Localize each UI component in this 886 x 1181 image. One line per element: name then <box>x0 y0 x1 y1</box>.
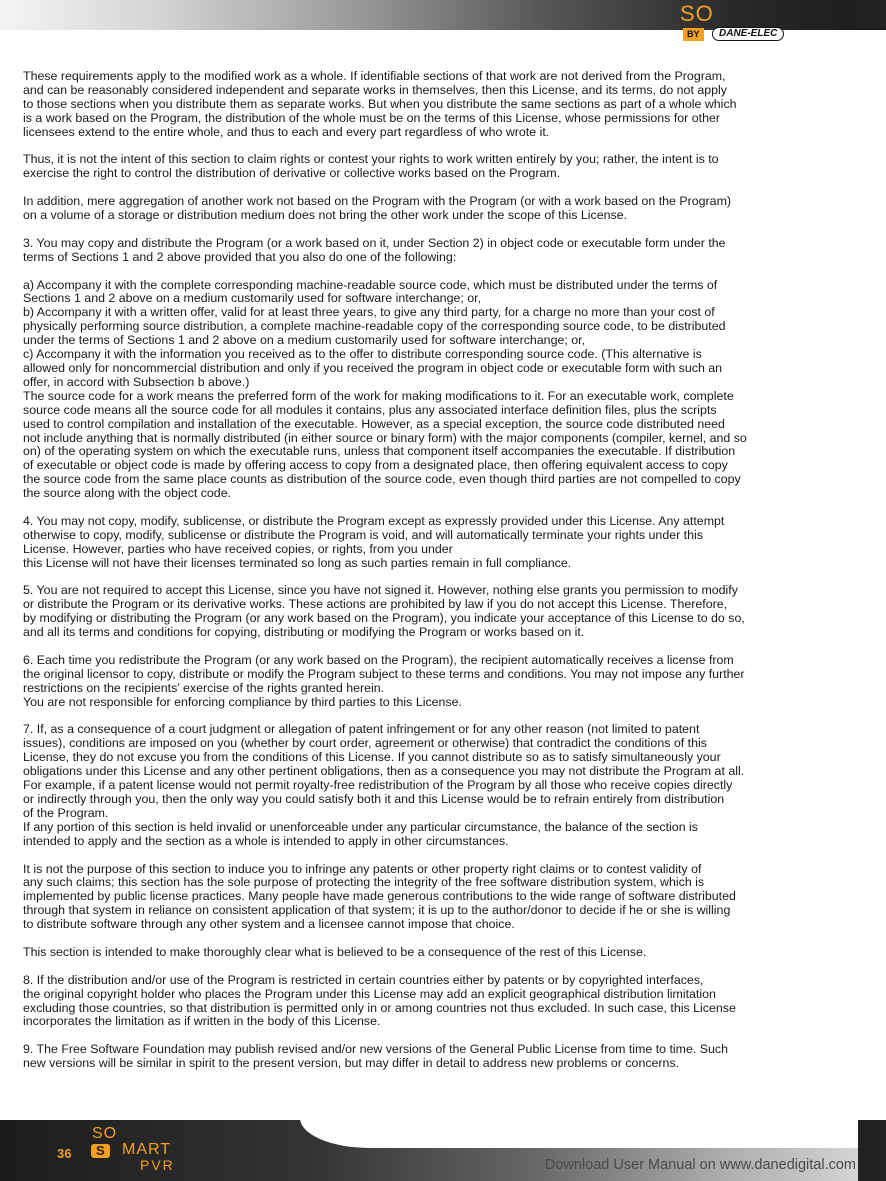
paragraph: 8. If the distribution and/or use of the Program is restricted in certain countries either by patents or by copyrighted interfaces, the original copyright holder who places the Program under this License may add an explicit geographical distribution limitation excluding those countries, so that distribution is permitted only in or among countries not thus excluded. In such case, this License incorporates the limitation as if written in the body of this License. <box>23 972 736 1029</box>
paragraph: 3. You may copy and distribute the Program (or a work based on it, under Section 2) in object code or executable form under the terms of Sections 1 and 2 above provided that you also do one of the following: <box>23 235 726 264</box>
paragraph: a) Accompany it with the complete corresponding machine-readable source code, which must be distributed under the terms of Sections 1 and 2 above on a medium customarily used for software interchange; or, b) Accompany it with a written offer, valid for at least three years, to give any third party, for a charge no more than your cost of physically performing source distribution, a complete machine-readable copy of the corresponding source code, to be distributed under the terms of Sections 1 and 2 above on a medium customarily used for software interchange; or, c) Accompany it with the information you received as to the offer to distribute corresponding source code. (This alternative is allowed only for noncommercial distribution and only if you received the program in object code or executable form with such an offer, in accord with Subsection b above.) The source code for a work means the preferred form of the work for making modifications to it. For an executable work, complete source code means all the source code for all modules it contains, plus any associated interface definition files, plus the scripts used to control compilation and installation of the executable. However, as a special exception, the source code distributed need not include anything that is normally distributed (in either source or binary form) with the major components (compiler, kernel, and so on) of the operating system on which the executable runs, unless that component itself accompanies the executable. If distribution of executable or object code is made by offering access to copy from a designated place, then offering equivalent access to copy the source code from the same place counts as distribution of the source code, even though third parties are not compelled to copy the source along with the object code. <box>23 277 747 501</box>
footer-logo-pvr: PVR <box>140 1157 175 1173</box>
paragraph: Thus, it is not the intent of this section to claim rights or contest your rights to work written entirely by you; rather, the intent is to exercise the right to control the distribution of derivative or collective works based on the Program. <box>23 152 719 181</box>
paragraph: In addition, mere aggregation of another work not based on the Program with the Program (or with a work based on the Program) on a volume of a storage or distribution medium does not bring the other work under the scope of this License. <box>23 194 732 223</box>
page-number: 36 <box>57 1146 72 1161</box>
paragraph: 7. If, as a consequence of a court judgment or allegation of patent infringement or for any other reason (not limited to patent issues), conditions are imposed on you (whether by court order, agreement or otherwise) that contradict the conditions of this License, they do not excuse you from the conditions of this License. If you cannot distribute so as to satisfy simultaneously your obligations under this License and any other pertinent obligations, then as a consequence you may not distribute the Program at all. For example, if a patent license would not permit royalty-free redistribution of the Program by all those who receive copies directly or indirectly through you, then the only way you could satisfy both it and this License would be to refrain entirely from distribution of the Program. If any portion of this section is held invalid or unenforceable under any particular circumstance, the balance of the section is intended to apply and the section as a whole is intended to apply in other circumstances. <box>23 722 745 848</box>
footer-tab <box>858 1120 886 1181</box>
header-swoosh <box>0 30 420 45</box>
footer-logo-so: SO <box>92 1125 118 1142</box>
paragraph: It is not the purpose of this section to induce you to infringe any patents or other property right claims or to contest validity of any such claims; this section has the sole purpose of protecting the integrity of the free software distribution system, which is implemented by public license practices. Many people have made generous contributions to the wide range of software distributed through that system in reliance on consistent application of that system; it is up to the author/donor to decide if he or she is willing to distribute software through any other system and a licensee cannot impose that choice. <box>23 861 736 932</box>
logo-dane-elec: DANE-ELEC <box>712 27 784 41</box>
paragraph: 5. You are not required to accept this License, since you have not signed it. However, nothing else grants you permission to modify or distribute the Program or its derivative works. These actions are prohibited by law if you do not accept this License. Therefore, by modifying or distributing the Program (or any work based on the Program), you indicate your acceptance of this License to do so, and all its terms and conditions for copying, distributing or modifying the Program or works based on it. <box>23 583 745 640</box>
logo-by: BY <box>683 28 704 41</box>
paragraph: 9. The Free Software Foundation may publish revised and/or new versions of the General Public License from time to time. Such new versions will be similar in spirit to the present version, but may differ in detail to address new problems or concerns. <box>23 1042 729 1071</box>
footer-logo-s: S <box>91 1144 110 1158</box>
footer-swoosh <box>300 1120 886 1148</box>
download-link-text: Download User Manual on www.danedigital.com <box>544 1157 856 1173</box>
paragraph: These requirements apply to the modified work as a whole. If identifiable sections of that work are not derived from the Program, and can be reasonably considered independent and separate works in themselves, then this License, and its terms, do not apply to those sections when you distribute them as separate works. But when you distribute the same sections as part of a whole which is a work based on the Program, the distribution of the whole must be on the terms of this License, whose permissions for other licensees extend to the entire whole, and thus to each and every part regardless of who wrote it. <box>23 69 737 139</box>
footer-logo-mart: MART <box>122 1141 172 1158</box>
header-tab <box>855 0 886 28</box>
paragraph: This section is intended to make thoroughly clear what is believed to be a consequence of the rest of this License. <box>23 944 647 959</box>
logo-so: SO <box>680 1 714 26</box>
paragraph: 6. Each time you redistribute the Program (or any work based on the Program), the recipient automatically receives a license from the original licensor to copy, distribute or modify the Program subject to these terms and conditions. You may not impose any further restrictions on the recipients’ exercise of the rights granted herein. You are not responsible for enforcing compliance by third parties to this License. <box>23 652 745 709</box>
paragraph: 4. You may not copy, modify, sublicense, or distribute the Program except as expressly provided under this License. Any attempt otherwise to copy, modify, sublicense or distribute the Program is void, and will automatically terminate your rights under this License. However, parties who have received copies, or rights, from you under this License will not have their licenses terminated so long as such parties remain in full compliance. <box>23 513 725 570</box>
license-text <box>23 70 863 1085</box>
header-band <box>0 0 886 30</box>
